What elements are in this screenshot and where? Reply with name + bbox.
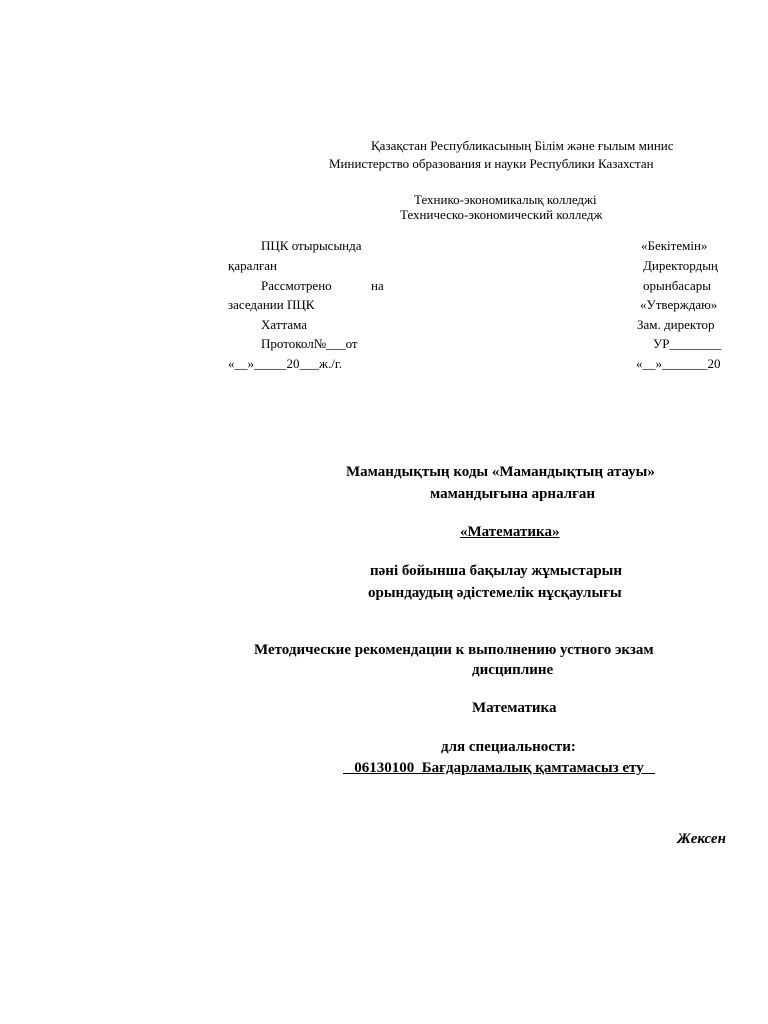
- college-kz: Технико-экономикалық колледжі: [414, 192, 597, 207]
- right-line-2: Директордың: [643, 258, 718, 273]
- description-ru-line-1: Методические рекомендации к выполнению устного экзам: [254, 642, 654, 658]
- specialty-title-line-2: мамандығына арналған: [430, 486, 596, 502]
- left-line-1: ПЦК отырысында: [261, 238, 362, 253]
- description-kz-line-1: пәні бойынша бақылау жұмыстарын: [370, 563, 623, 579]
- left-line-3b: на: [371, 278, 384, 293]
- right-line-4: «Утверждаю»: [640, 297, 718, 312]
- description-kz-line-2: орындаудың әдістемелік нұсқаулығы: [368, 585, 622, 601]
- right-line-3: орынбасары: [643, 278, 712, 293]
- left-line-6: Протокол№___от: [261, 336, 358, 351]
- for-specialty-label: для специальности:: [441, 739, 576, 755]
- right-line-6: УР________: [653, 336, 722, 351]
- author-name: Жексен: [677, 831, 726, 847]
- left-line-4: заседании ПЦК: [228, 297, 315, 312]
- left-line-3a: Рассмотрено: [261, 278, 332, 293]
- description-ru-line-2: дисциплине: [472, 662, 554, 678]
- right-line-1: «Бекітемін»: [641, 238, 708, 253]
- right-line-5: Зам. директор: [637, 317, 715, 332]
- subject-kz: «Математика»: [460, 524, 560, 540]
- specialty-code: 06130100 Бағдарламалық қамтамасыз ету: [343, 760, 655, 776]
- ministry-ru: Министерство образования и науки Республики Казахстан: [329, 156, 654, 171]
- subject-ru: Математика: [472, 700, 557, 716]
- left-line-7: «__»_____20___ж./г.: [228, 356, 342, 371]
- right-line-7: «__»_______20: [636, 356, 721, 371]
- college-ru: Техническо-экономический колледж: [400, 207, 603, 222]
- ministry-kz: Қазақстан Республикасының Білім және ғылым минис: [371, 138, 674, 153]
- specialty-title-line-1: Мамандықтың коды «Мамандықтың атауы»: [346, 464, 655, 480]
- left-line-2: қаралған: [228, 258, 278, 273]
- left-line-5: Хаттама: [261, 317, 308, 332]
